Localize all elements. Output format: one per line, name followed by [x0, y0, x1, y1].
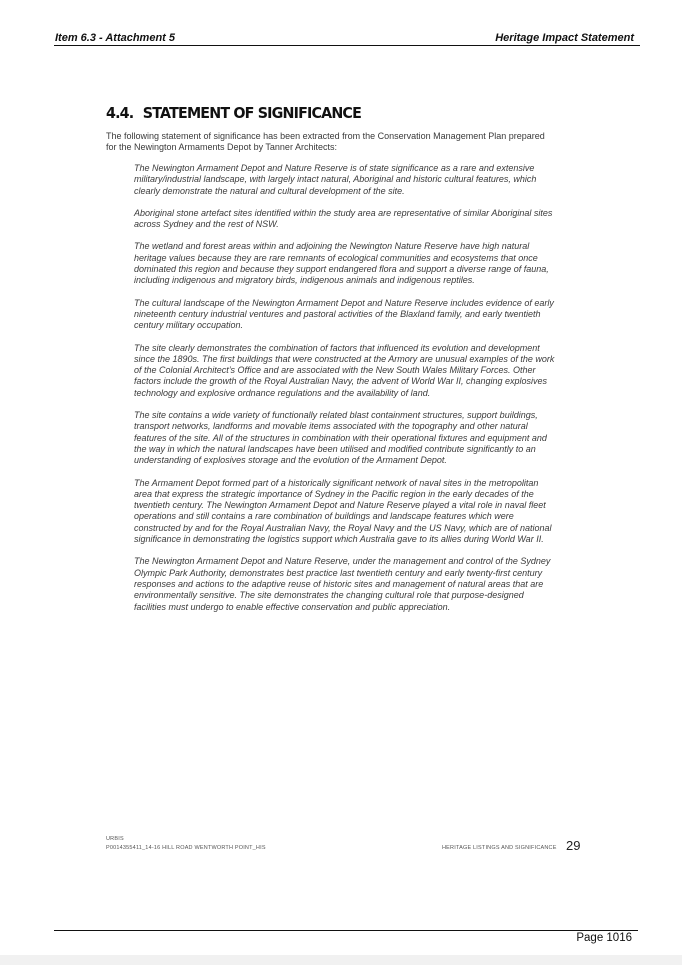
header-document-title: Heritage Impact Statement — [495, 32, 634, 44]
quote-paragraph: The cultural landscape of the Newington Armament Depot and Nature Reserve includes evidence of early nineteenth century industrial ventures and pastoral activities of the Blaxland family, and early twentieth century military occupation. — [134, 297, 554, 331]
footer-project-reference: P0014355411_14-16 HILL ROAD WENTWORTH POINT_HIS — [106, 845, 266, 851]
significance-quote-block — [134, 163, 558, 624]
quote-paragraph: The site contains a wide variety of functionally related blast containment structures, support buildings, transport networks, landforms and movable items associated with the topography and other natural features of the site. All of the structures in combination with their operational fixtures and equipment and the way in which the natural landscapes have been utilised and modified contribute significantly to an understanding of explosives storage and the evolution of the Armament Depot. — [134, 410, 547, 466]
quote-paragraph: The Newington Armament Depot and Nature Reserve is of state significance as a rare and extensive military/industrial landscape, with largely intact natural, Aboriginal and historic cultural features, which clearly demonstrate the natural and cultural development of the site. — [134, 163, 537, 196]
header-divider — [54, 45, 640, 46]
quote-paragraph: The site clearly demonstrates the combination of factors that influenced its evolution and development since the 1890s. The first buildings that were constructed at the Armory are unusual examples of the work of the Colonial Architect’s Office and are associated with the New South Wales Military Forces. Other factors include the growth of the Royal Australian Navy, the advent of World War II, changing explosives technology and explosive ordnance regulations and the availability of land. — [134, 342, 555, 398]
footer-page-number: 29 — [566, 838, 581, 853]
page-bottom-margin — [0, 955, 682, 965]
agenda-page-label: Page 1016 — [576, 932, 632, 944]
header-attachment-label: Item 6.3 - Attachment 5 — [55, 32, 176, 44]
footer-section-name: HERITAGE LISTINGS AND SIGNIFICANCE — [442, 845, 557, 851]
quote-paragraph: The Armament Depot formed part of a historically significant network of naval sites in the metropolitan area that express the strategic importance of Sydney in the Pacific region in the early decades of the twentieth century. The Newington Armament Depot and Nature Reserve played a vital role in naval fleet operations and still contains a rare combination of buildings and landscape features which were constructed by and for the Royal Australian Navy, the Royal Navy and the US Navy, which are of national significance in demonstrating the logistics support which Australia gave to its allies during World War II. — [134, 477, 552, 545]
quote-paragraph: The wetland and forest areas within and adjoining the Newington Nature Reserve have high natural heritage values because they are rare remnants of ecological communities and ecosystems that once dominated this region and because they support endangered flora and support a diverse range of fauna, including indigenous and migratory birds, indigenous animals and indigenous reptiles. — [134, 241, 549, 286]
bottom-divider — [54, 930, 638, 931]
quote-paragraph: The Newington Armament Depot and Nature Reserve, under the management and control of the Sydney Olympic Park Authority, demonstrates best practice last twentieth century and early twenty-first century responses and actions to the adaptive reuse of historic sites and management of natural areas that are environmentally sensitive. The site demonstrates the changing cultural role that purpose-designed facilities must undergo to enable effective conservation and public appreciation. — [134, 556, 551, 612]
quote-paragraph: Aboriginal stone artefact sites identified within the study area are representative of similar Aboriginal sites across Sydney and the rest of NSW. — [134, 207, 553, 230]
section-heading — [106, 104, 361, 122]
section-title: STATEMENT OF SIGNIFICANCE — [142, 104, 361, 122]
footer-organisation: URBIS — [106, 836, 124, 842]
intro-paragraph: The following statement of significance has been extracted from the Conservation Management Plan prepared for the Newington Armaments Depot by Tanner Architects: — [106, 131, 545, 153]
section-number: 4.4. — [106, 104, 134, 122]
